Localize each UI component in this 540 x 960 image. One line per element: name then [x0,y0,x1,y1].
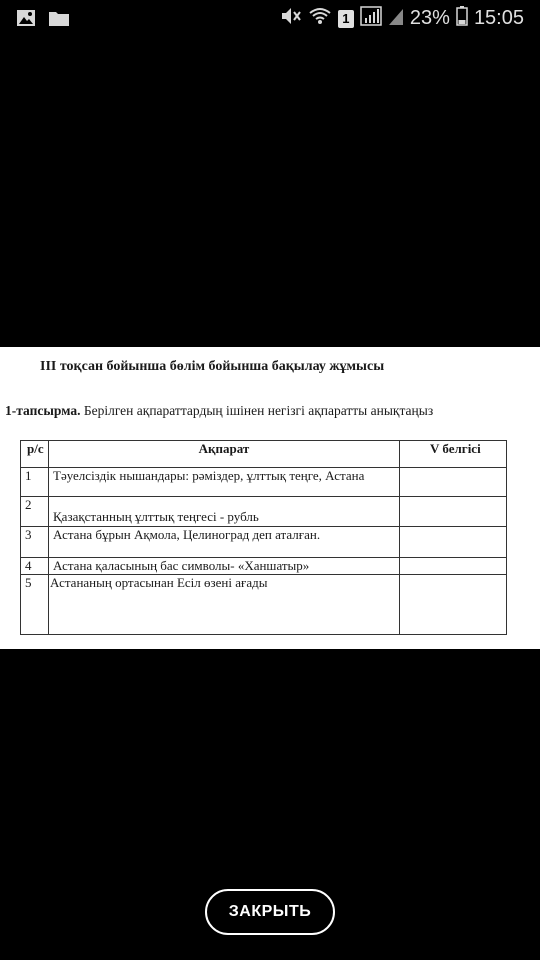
header-mark: V белгісі [400,441,507,468]
row-number: 1 [21,468,49,497]
row-text: Қазақстанның ұлттық теңгесі - рубль [49,497,400,527]
document-title: ІІІ тоқсан бойынша бөлім бойынша бақылау жұмысы [40,359,385,374]
row-text: Астана бұрын Ақмола, Целиноград деп аталған. [49,527,400,557]
notification-count-badge: 1 [338,10,354,28]
document-image[interactable] [0,347,540,649]
row-mark [400,468,507,497]
row-number: 4 [21,557,49,574]
info-table [20,440,507,635]
status-bar [0,0,540,38]
table-row [21,527,507,557]
clock: 15:05 [473,7,524,29]
folder-icon [48,9,70,32]
row-text: Тәуелсіздік нышандары: рәміздер, ұлттық теңге, Астана [49,468,400,497]
mute-icon [280,6,302,31]
table-row [21,557,507,574]
close-button[interactable]: ЗАКРЫТЬ [205,889,335,935]
row-mark [400,557,507,574]
row-text: Астана қаласының бас символы- «Ханшатыр» [49,557,400,574]
row-mark [400,497,507,527]
row-mark [400,574,507,634]
row-number: 3 [21,527,49,557]
wifi-icon [308,6,332,31]
battery-percent: 23% [409,7,450,29]
table-row [21,497,507,527]
header-number: р/с [21,441,49,468]
task-text: Берілген ақпараттардың ішінен негізгі ақпаратты анықтаңыз [80,403,434,418]
image-icon [16,9,36,32]
table-header-row [21,441,507,468]
task-line [5,403,433,419]
row-mark [400,527,507,557]
row-text: Астананың ортасынан Есіл өзені ағады [49,574,400,634]
header-info: Ақпарат [49,441,400,468]
row-number: 5 [21,574,49,634]
signal-icon [388,6,404,31]
row-number: 2 [21,497,49,527]
sim-signal-icon [360,6,382,31]
table-row [21,574,507,634]
task-label: 1-тапсырма. [5,403,81,418]
battery-icon [456,6,468,31]
table-row [21,468,507,497]
